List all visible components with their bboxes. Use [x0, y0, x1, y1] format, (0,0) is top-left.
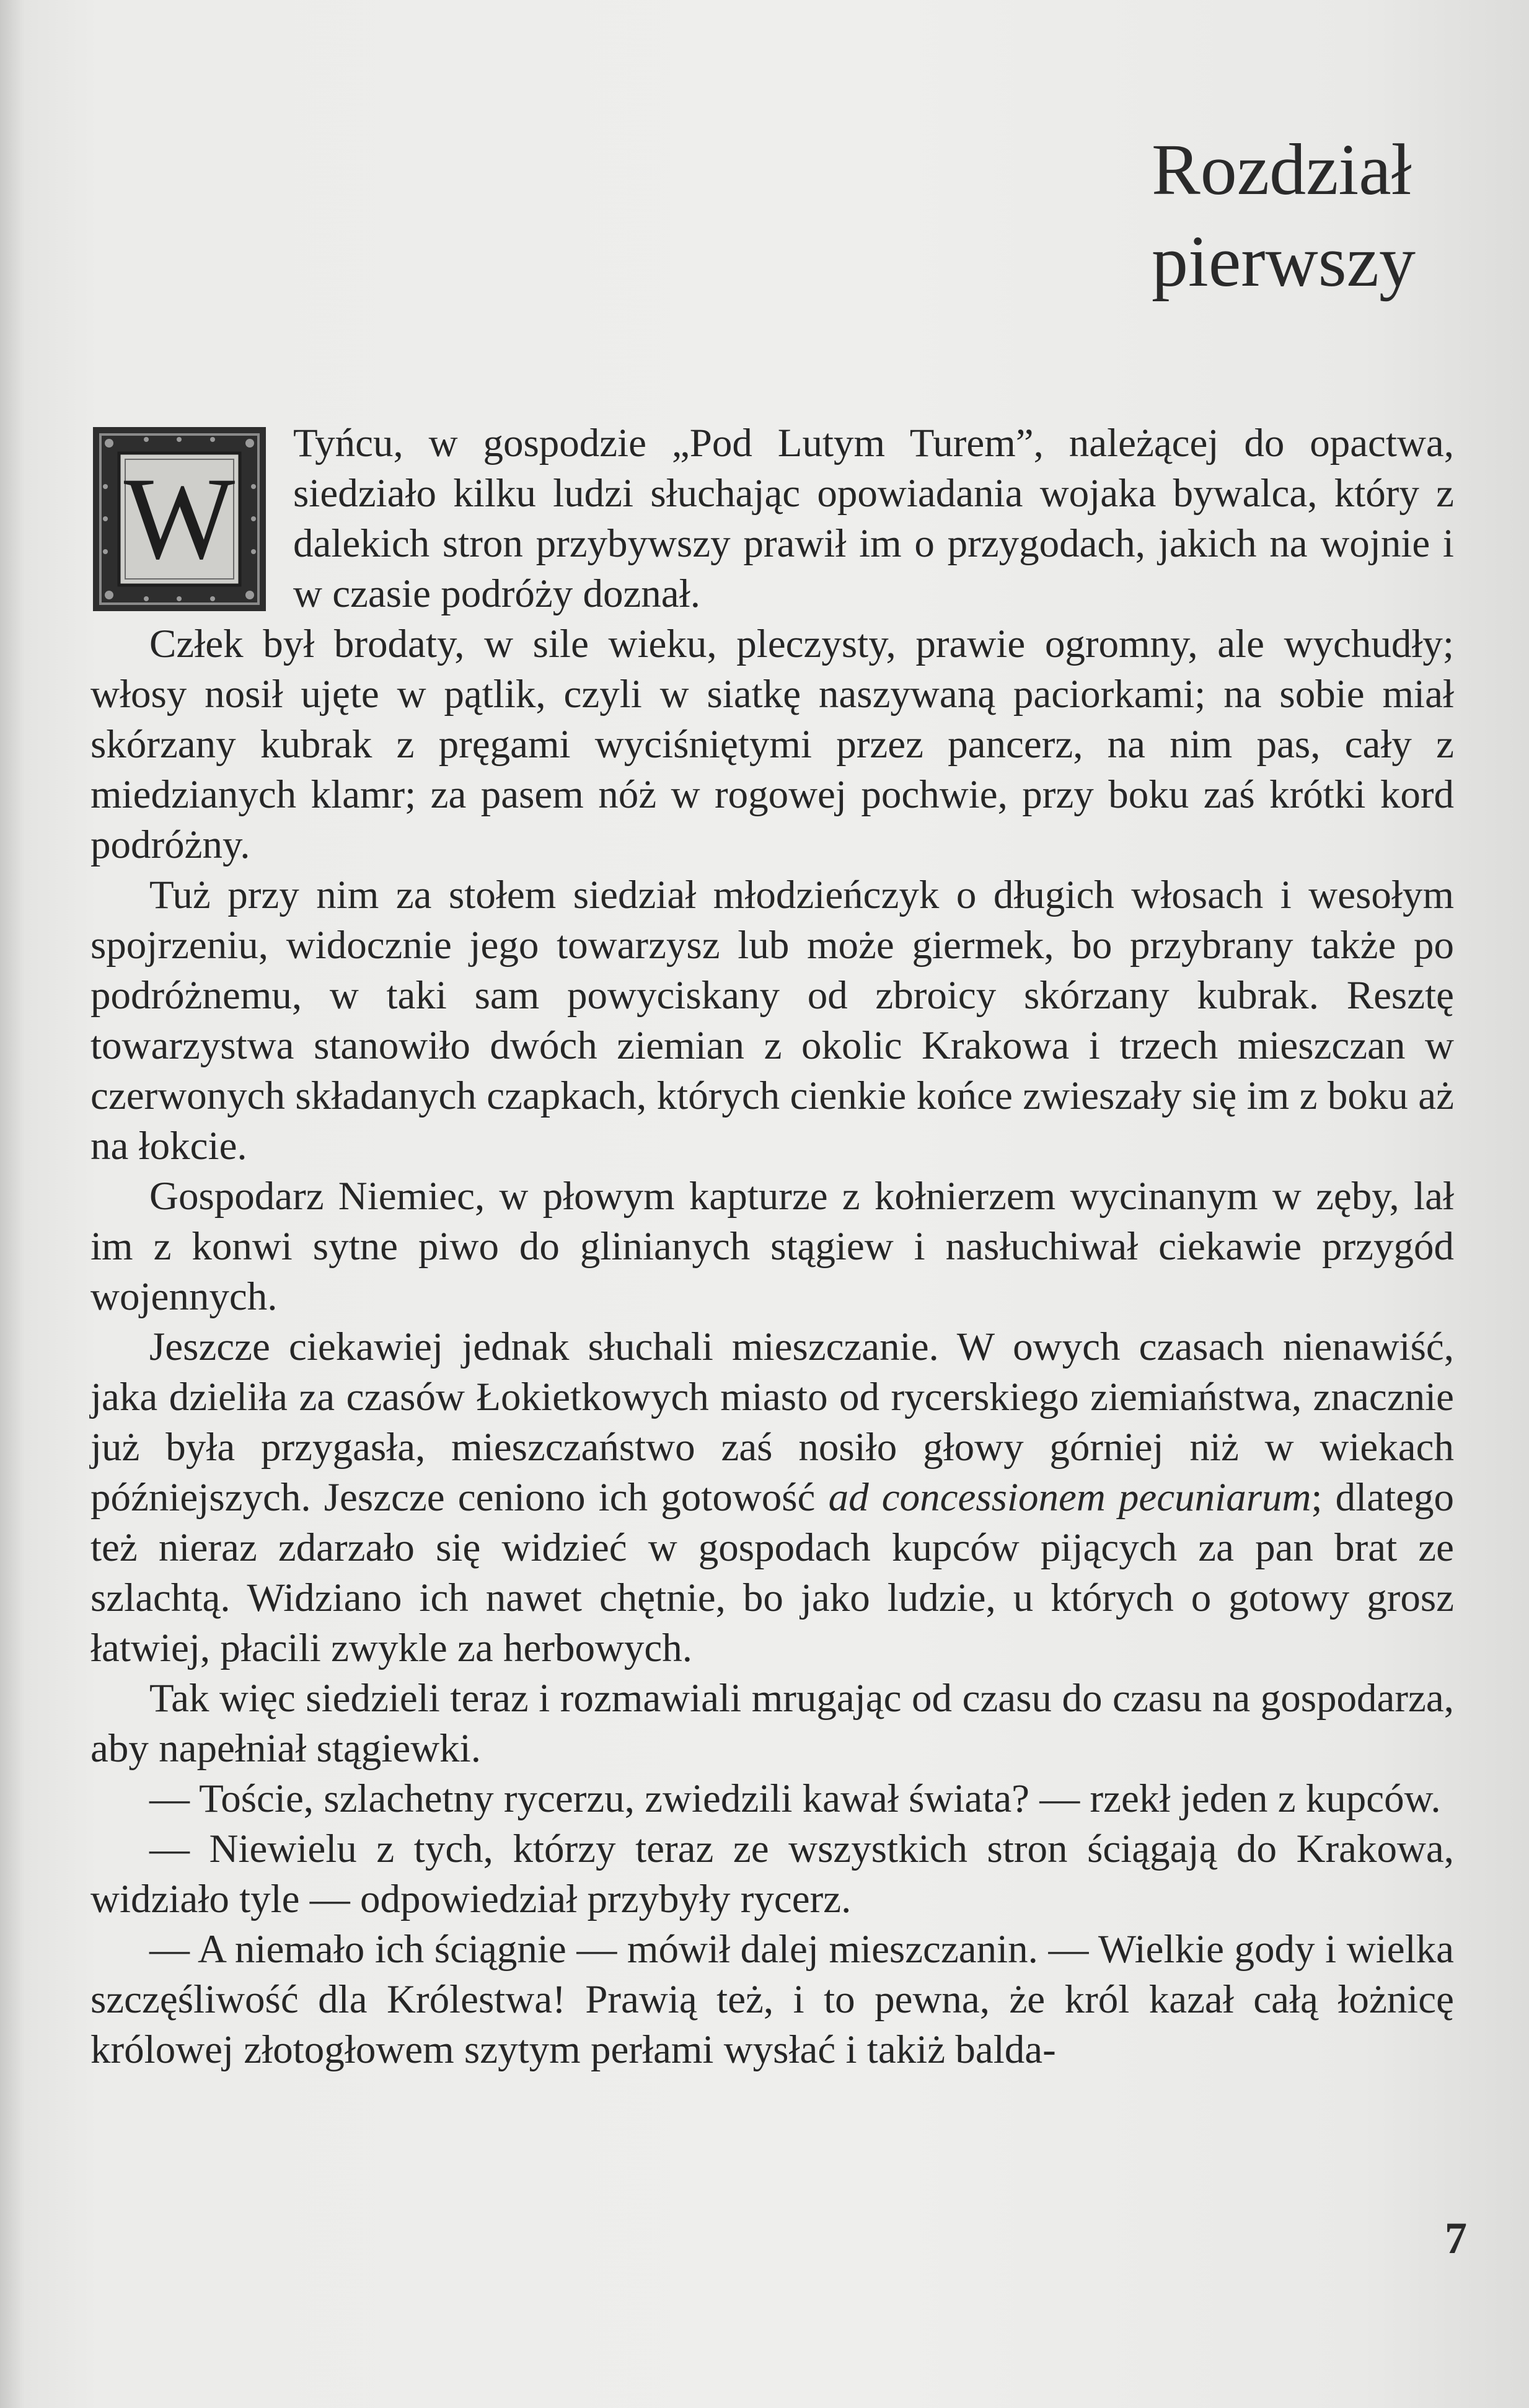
- ornamental-dropcap: [90, 425, 268, 614]
- paragraph-1: Tyńcu, w gospodzie „Pod Lutym Turem”, należącej do opactwa, siedziało kilku ludzi słuchając opowiadania wojaka bywalca, który z dalekich stron przybywszy prawił im o przygodach, jakich na wojnie i w czasie podróży doznał.: [293, 421, 1454, 616]
- paragraph-5-text-b: ; dlatego też nieraz zdarzało się widzieć w gospodach kupców pijących za pan brat ze szlachtą. Widziano ich nawet chętnie, bo jako ludzie, u których o gotowy grosz łatwiej, płacili zwykle za herbowych.: [90, 1475, 1454, 1670]
- chapter-title-line2: pierwszy: [1152, 221, 1416, 302]
- paragraph-3: Tuż przy nim za stołem siedział młodzieńczyk o długich włosach i wesołym spojrzeniu, widocznie jego towarzysz lub może giermek, bo przybrany także po podróżnemu, w taki sam powyciskany od zbroicy skórzany kubrak. Resztę towarzystwa stanowiło dwóch ziemian z okolic Krakowa i trzech mieszczan w czerwonych składanych czapkach, których cienkie końce zwieszały się im z boku aż na łokcie.: [90, 873, 1454, 1168]
- dropcap-letter: W: [123, 454, 236, 584]
- paragraph-5-text-a: Jeszcze ciekawiej jednak słuchali mieszczanie. W owych czasach nienawiść, jaka dzieliła za czasów Łokietkowych miasto od rycerskiego ziemiaństwa, znacznie już była przygasła, mieszczaństwo zaś nosiło głowy górniej niż w wiekach późniejszych. Jeszcze ceniono ich gotowość: [90, 1325, 1454, 1520]
- latin-phrase: ad concessionem pecuniarum: [828, 1475, 1311, 1520]
- chapter-title: [1152, 124, 1416, 307]
- paragraph-2: Człek był brodaty, w sile wieku, pleczysty, prawie ogromny, ale wychudły; włosy nosił ujęte w pątlik, czyli w siatkę naszywaną paciorkami; na sobie miał skórzany kubrak z pręgami wyciśniętymi przez pancerz, na nim pas, cały z miedzianych klamr; za pasem nóż w rogowej pochwie, przy boku zaś krótki kord podróżny.: [90, 622, 1454, 867]
- paragraph-4: Gospodarz Niemiec, w płowym kapturze z kołnierzem wycinanym w zęby, lał im z konwi sytne piwo do glinianych stągiew i nasłuchiwał ciekawie przygód wojennych.: [90, 1174, 1454, 1319]
- page-number: 7: [1445, 2213, 1467, 2263]
- paragraph-9: — A niemało ich ściągnie — mówił dalej mieszczanin. — Wielkie gody i wielka szczęśliwość dla Królestwa! Prawią też, i to pewna, że król kazał całą łożnicę królowej złotogłowem szytym perłami wysłać i takiż balda-: [90, 1927, 1454, 2072]
- paragraph-7: — Toście, szlachetny rycerzu, zwiedzili kawał świata? — rzekł jeden z kupców.: [149, 1776, 1441, 1821]
- paragraph-6: Tak więc siedzieli teraz i rozmawiali mrugając od czasu do czasu na gospodarza, aby napełniał stągiewki.: [90, 1676, 1454, 1771]
- chapter-title-line1: Rozdział: [1152, 129, 1412, 210]
- paragraph-5: [90, 1322, 1454, 1674]
- paragraph-8: — Niewielu z tych, którzy teraz ze wszystkich stron ściągają do Krakowa, widziało tyle — odpowiedział przybyły rycerz.: [90, 1827, 1454, 1921]
- chapter-body: [90, 418, 1454, 2075]
